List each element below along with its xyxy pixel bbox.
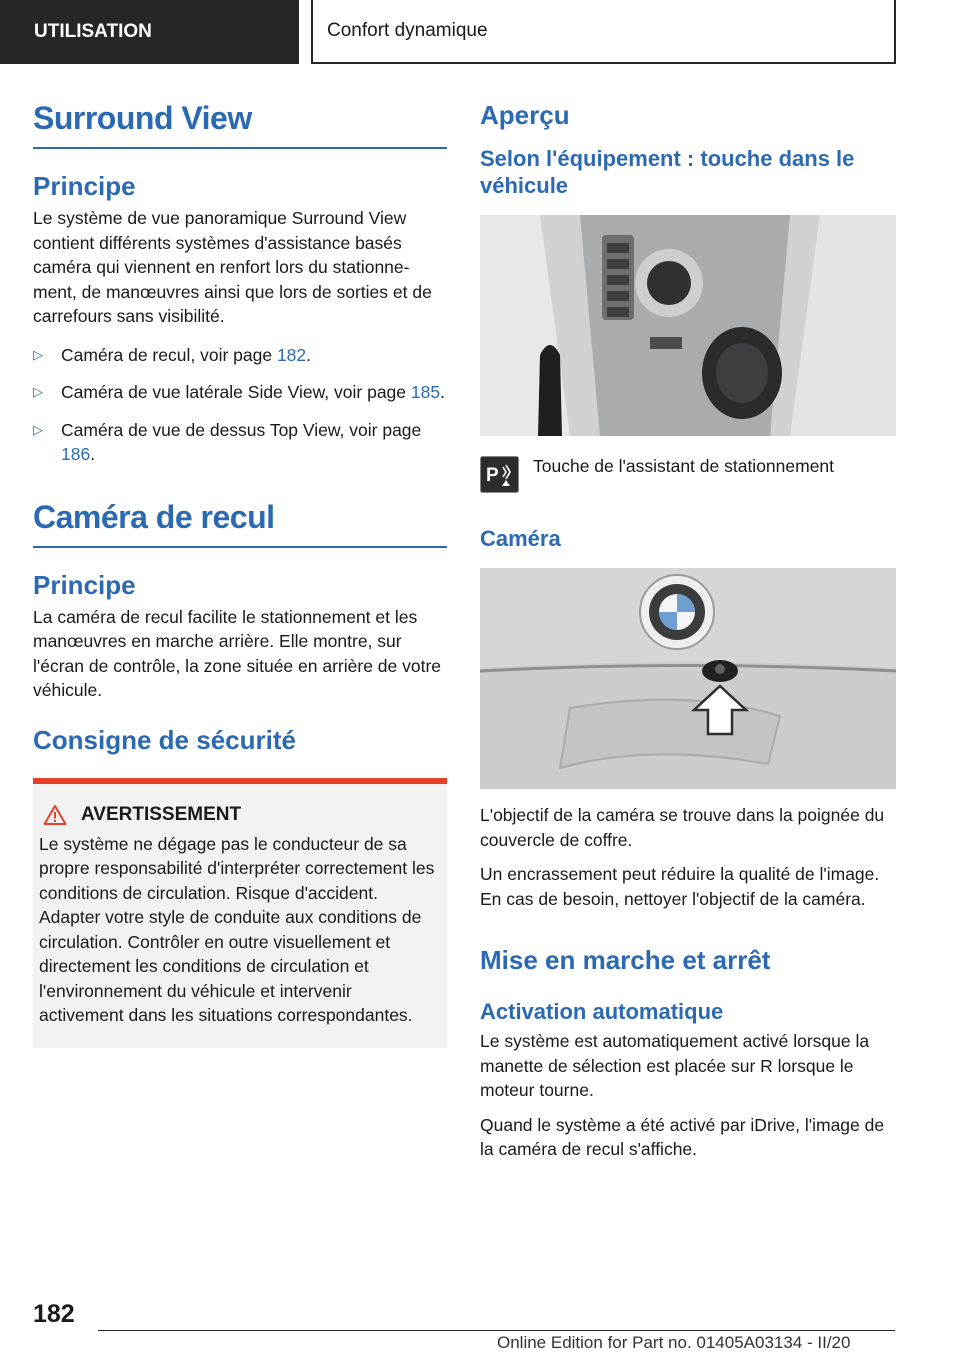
warning-text: Le système ne dégage pas le conducteur de sa propre responsabilité d'interpréter correctement les conditions de circulation. Risque d'accident. Adapter votre style de conduite aux conditions de circulation. Contrôler en outre visuellement et directement les conditions de circulation et l'environnement du véhicule et intervenir activement dans les situations correspondantes. (39, 833, 435, 1025)
warning-panel (33, 778, 447, 1048)
page-link[interactable]: 182 (276, 344, 307, 365)
principe-text: Le système de vue panoramique Surround View contient différents systèmes d'assistance basés caméra qui viennent en renfort lors du stationnement, de manœuvres ainsi que lors de sorties et de carrefours sans visibilité. (33, 208, 432, 326)
title-camera-recul: Caméra de recul (33, 499, 447, 548)
triangle-bullet-icon: ▷ (33, 421, 43, 437)
list-item: ▷ Caméra de vue latérale Side View, voir page 185. (33, 380, 447, 405)
triangle-bullet-icon: ▷ (33, 346, 43, 362)
heading-principe: Principe (33, 171, 136, 201)
button-caption: Touche de l'assistant de stationnement (533, 456, 835, 476)
heading-activation: Activation automatique (480, 999, 724, 1024)
center-console-photo (480, 215, 896, 436)
warning-box (33, 784, 447, 1048)
camera-text-2: Un encrassement peut réduire la qualité de l'image. En cas de besoin, nettoyer l'objectif de la caméra. (480, 864, 880, 909)
parking-assistant-button-icon (480, 456, 519, 493)
triangle-bullet-icon: ▷ (33, 384, 43, 399)
button-caption-row (480, 456, 896, 493)
tailgate-camera-photo (480, 568, 896, 789)
heading-apercu: Aperçu (480, 100, 570, 130)
activation-text-2: Quand le système a été activé par iDrive, l'image de la caméra de recul s'affiche. (480, 1114, 885, 1159)
camera-text-1: L'objectif de la caméra se trouve dans la poignée du couvercle de coffre. (480, 805, 885, 850)
section-label: UTILISATION (34, 21, 152, 42)
page-number: 182 (33, 1300, 75, 1328)
center-console-image (480, 215, 896, 436)
warning-title: AVERTISSEMENT (81, 803, 242, 825)
heading-principe-2: Principe (33, 569, 136, 600)
list-item: ▷ Caméra de recul, voir page 182. (33, 343, 447, 368)
page-link[interactable]: 185 (410, 382, 441, 402)
left-column (33, 100, 447, 1048)
bullet-list (33, 343, 447, 467)
title-surround-view: Surround View (33, 100, 447, 149)
heading-safety: Consigne de sécurité (33, 724, 296, 755)
activation-text-1: Le système est automatiquement activé lorsque la manette de sélection est placée sur R lorsque le moteur tourne. (480, 1031, 870, 1100)
svg-text:P: P (486, 465, 499, 486)
heading-camera: Caméra (480, 526, 561, 551)
page-link[interactable]: 186 (61, 444, 91, 464)
heading-on-off: Mise en marche et arrêt (480, 945, 771, 975)
chapter-tab (311, 0, 896, 64)
right-column (480, 100, 896, 1162)
footer-divider (98, 1330, 895, 1331)
warning-triangle-icon (43, 804, 67, 826)
edition-note: Online Edition for Part no. 01405A03134 - II/20 (497, 1333, 851, 1352)
list-item: ▷ Caméra de vue de dessus Top View, voir page 186. (33, 419, 422, 464)
section-tab (0, 0, 299, 64)
heading-equipement: Selon l'équipement : touche dans le véhicule (480, 146, 855, 198)
tailgate-image (480, 568, 896, 789)
chapter-label: Confort dynamique (327, 20, 488, 41)
principe-text-2: La caméra de recul facilite le stationnement et les manœuvres en marche arrière. Elle montre, sur l'écran de contrôle, la zone située en arrière de votre véhicule. (33, 606, 442, 700)
